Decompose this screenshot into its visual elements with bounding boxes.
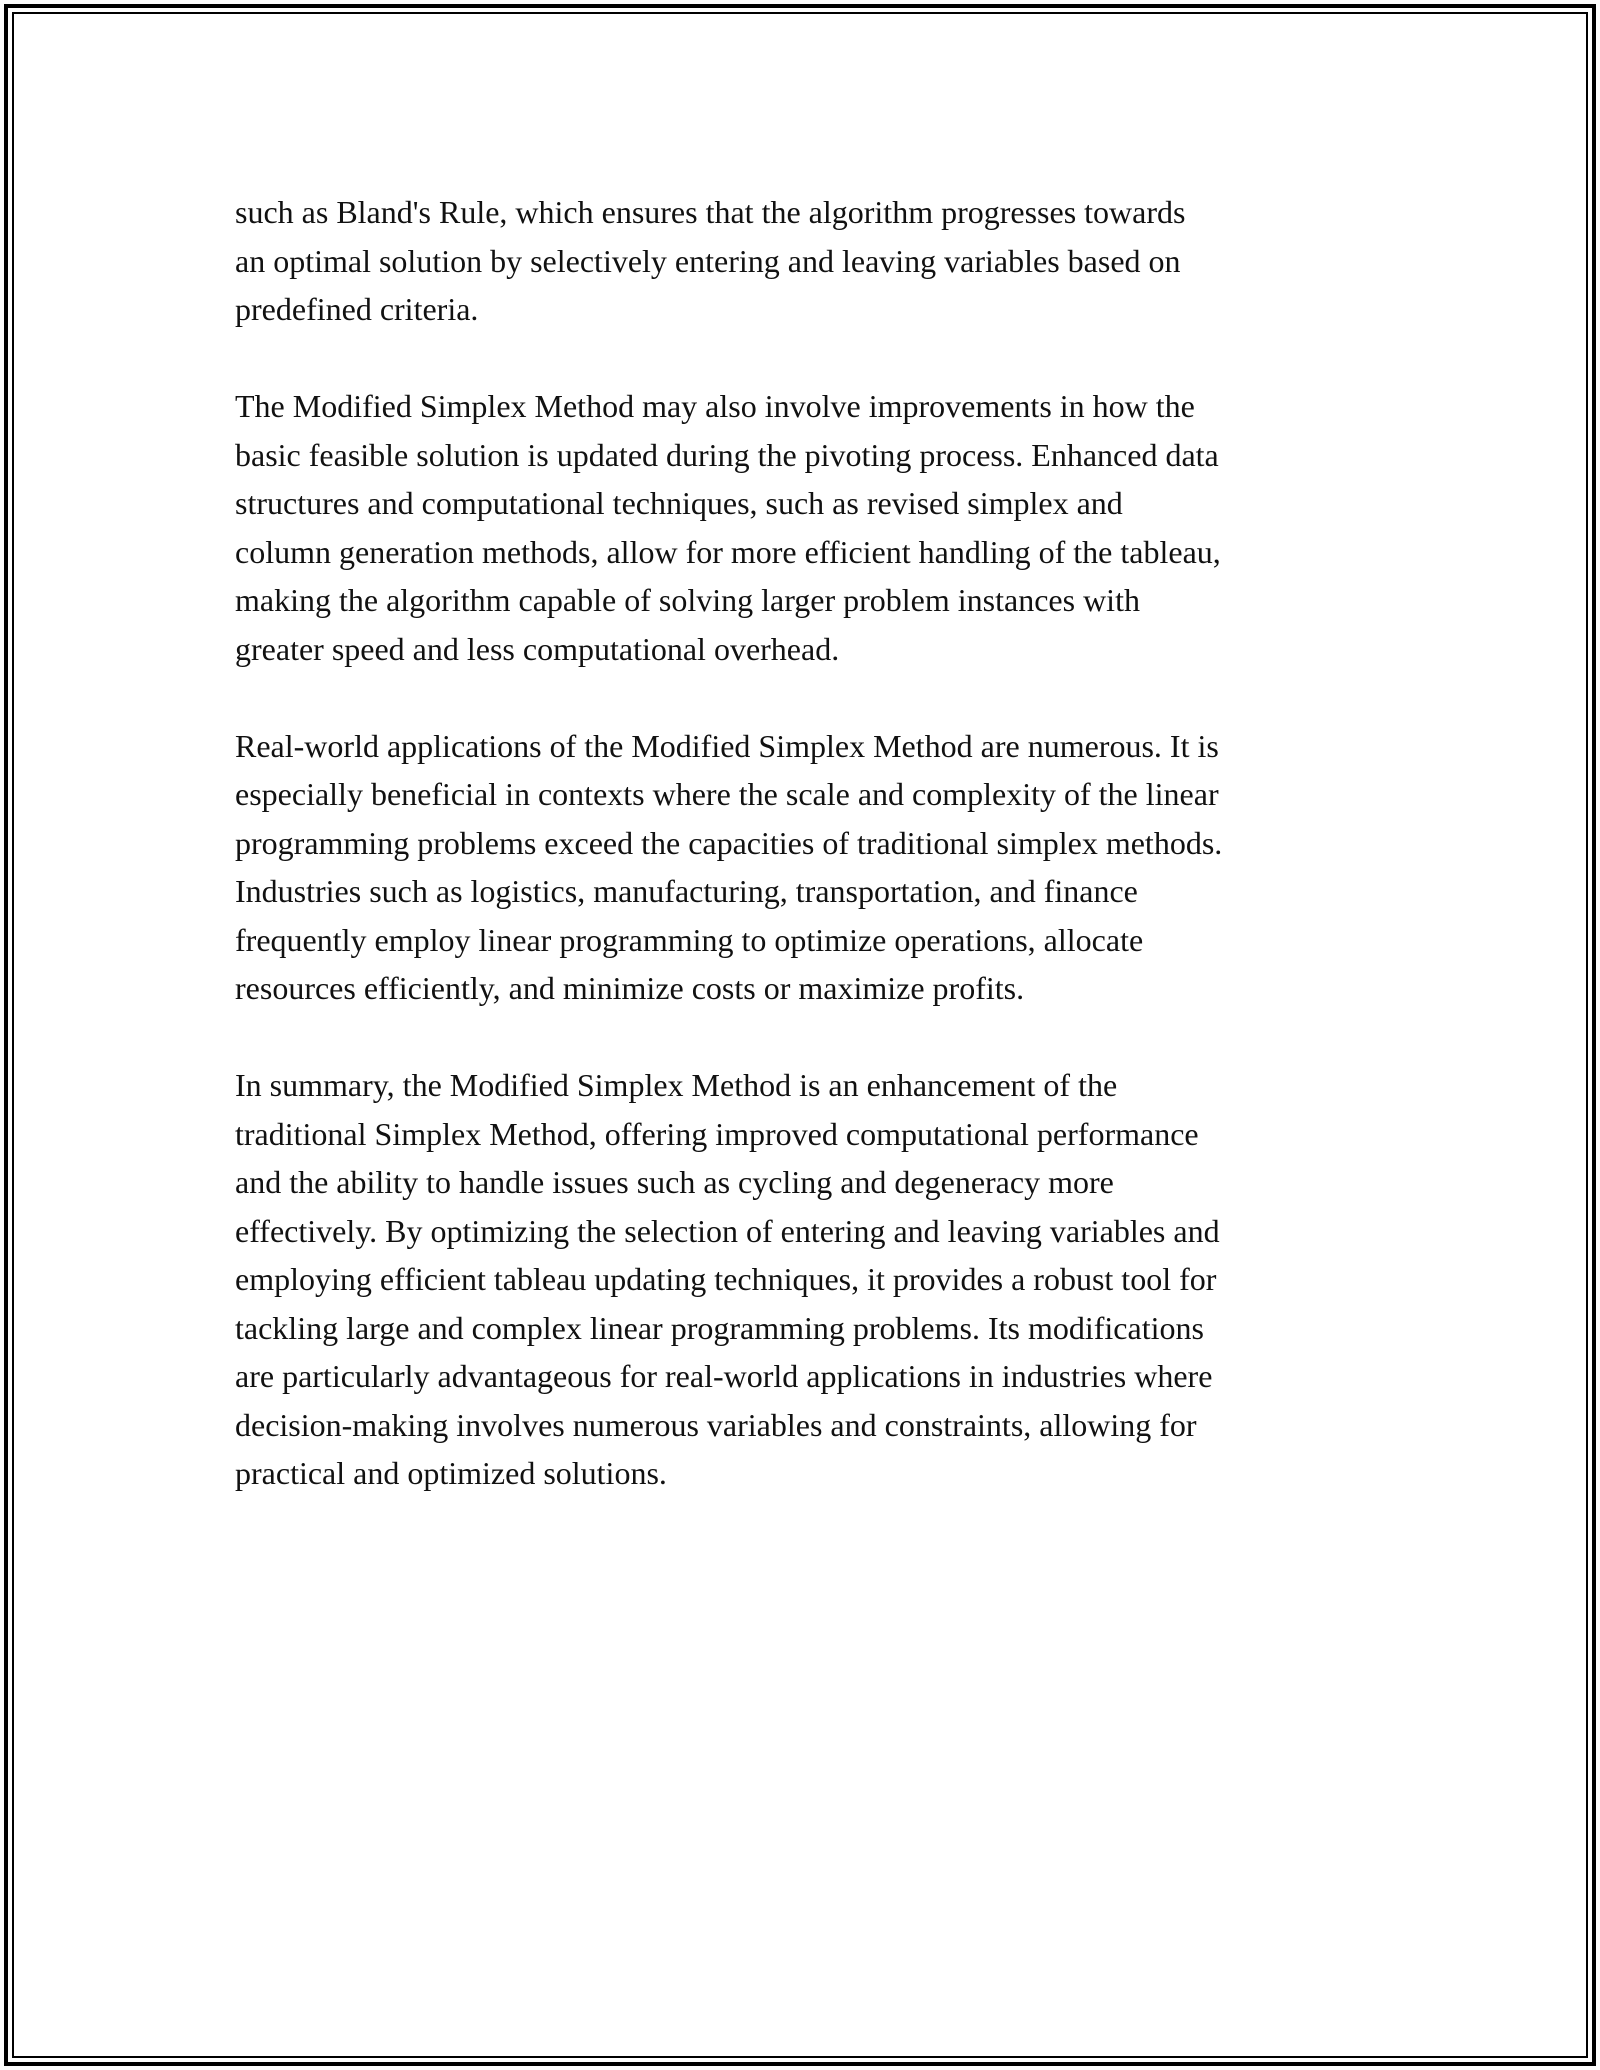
- paragraph-real-world-applications: Real-world applications of the Modified Simplex Method are numerous. It is especially beneficial in contexts where the scale and complexity of the linear programming problems exceed the capacities of traditional simplex methods. Industries such as logistics, manufacturing, transportation, and finance frequently employ linear programming to optimize operations, allocate resources efficiently, and minimize costs or maximize profits.: [235, 727, 1223, 1006]
- paragraph-blands-rule: such as Bland's Rule, which ensures that the algorithm progresses towards an optimal solution by selectively entering and leaving variables based on predefined criteria.: [235, 194, 1186, 327]
- paragraph-pivoting-improvements: The Modified Simplex Method may also involve improvements in how the basic feasible solution is updated during the pivoting process. Enhanced data structures and computational techniques, such as revised simplex and column generation methods, allow for more efficient handling of the tableau, making the algorithm capable of solving larger problem instances with greater speed and less computational overhead.: [235, 388, 1221, 667]
- paragraph-summary: In summary, the Modified Simplex Method is an enhancement of the traditional Simplex Method, offering improved computational performance and the ability to handle issues such as cycling and degeneracy more effectively. By optimizing the selection of entering and leaving variables and employing efficient tableau updating techniques, it provides a robust tool for tackling large and complex linear programming problems. Its modifications are particularly advantageous for real-world applications in industries where decision-making involves numerous variables and constraints, allowing for practical and optimized solutions.: [235, 1067, 1220, 1491]
- document-body: [235, 188, 1375, 1546]
